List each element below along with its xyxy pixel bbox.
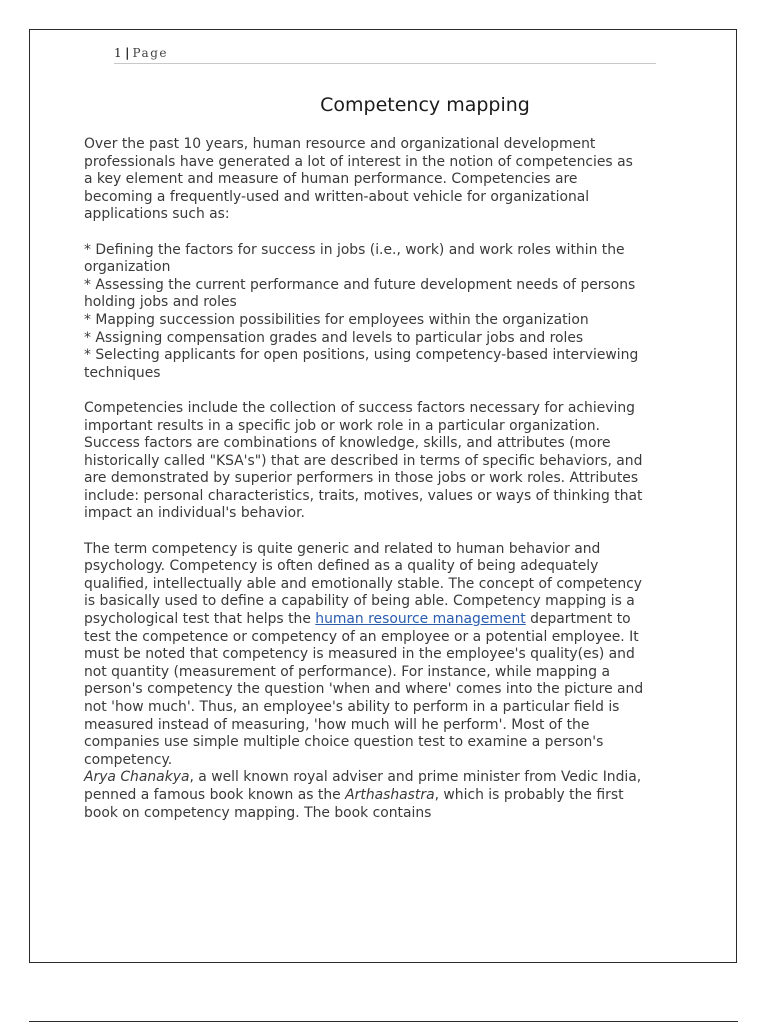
next-page-edge xyxy=(29,1021,738,1022)
document-title: Competency mapping xyxy=(320,94,530,116)
document-body xyxy=(84,136,644,822)
header-separator: | xyxy=(125,46,130,60)
intro-paragraph: Over the past 10 years, human resource and organizational development professionals have generated a lot of interest in the notion of competencies as a key element and measure of human performance. Competencies are becoming a frequently-used and written-about vehicle for organizational applications such as: xyxy=(84,136,633,223)
page-label: Page xyxy=(132,46,168,60)
chanakya-paragraph xyxy=(84,769,644,822)
bullet-item: * Defining the factors for success in jobs (i.e., work) and work roles within the organization xyxy=(84,241,625,276)
competencies-paragraph: Competencies include the collection of success factors necessary for achieving important results in a specific job or work role in a particular organization. Success factors are combinations of knowledge, skills, and attributes (more historically called "KSA's") that are described in terms of specific behaviors, and are demonstrated by superior performers in those jobs or work roles. Attributes include: personal characteristics, traits, motives, values or ways of thinking that impact an individual's behavior. xyxy=(84,399,643,522)
hrm-link[interactable]: human resource management xyxy=(315,611,526,628)
person-name: Arya Chanakya xyxy=(84,769,190,786)
paragraph-text: The term competency is quite generic and related to human behavior and psychology. Competency is often defined as a quality of being adequately qualified, intellectually able and emotionally stable. The concept of competency is basically used to define a capability of being able. Competency mapping is a psychological test that helps the xyxy=(84,540,643,628)
bullet-item: * Assessing the current performance and future development needs of persons holding jobs and roles xyxy=(84,276,636,311)
paragraph-text: , a well known royal adviser and prime minister from Vedic India, penned a famous book known as the xyxy=(84,769,642,803)
bullet-item: * Selecting applicants for open positions, using competency-based interviewing techniques xyxy=(84,347,639,381)
paragraph-text: department to test the competence or competency of an employee or a potential employee. It must be noted that competency is measured in the employee's quality(es) and not quantity (measurement of performance). For instance, while mapping a person's competency the question 'when and where' comes into the picture and not 'how much'. Thus, an employee's ability to perform in a particular field is measured instead of measuring, 'how much will he perform'. Most of the companies use simple multiple choice question test to examine a person's competency. xyxy=(84,611,644,768)
bullet-item: * Mapping succession possibilities for employees within the organization xyxy=(84,311,589,328)
bullet-item: * Assigning compensation grades and levels to particular jobs and roles xyxy=(84,329,584,346)
page-number: 1 xyxy=(114,46,124,60)
book-title: Arthashastra xyxy=(345,786,435,803)
page-header xyxy=(114,46,656,64)
paragraph-text: , which is probably the first book on competency mapping. The book contains xyxy=(84,786,624,821)
competency-term-paragraph xyxy=(84,541,644,770)
